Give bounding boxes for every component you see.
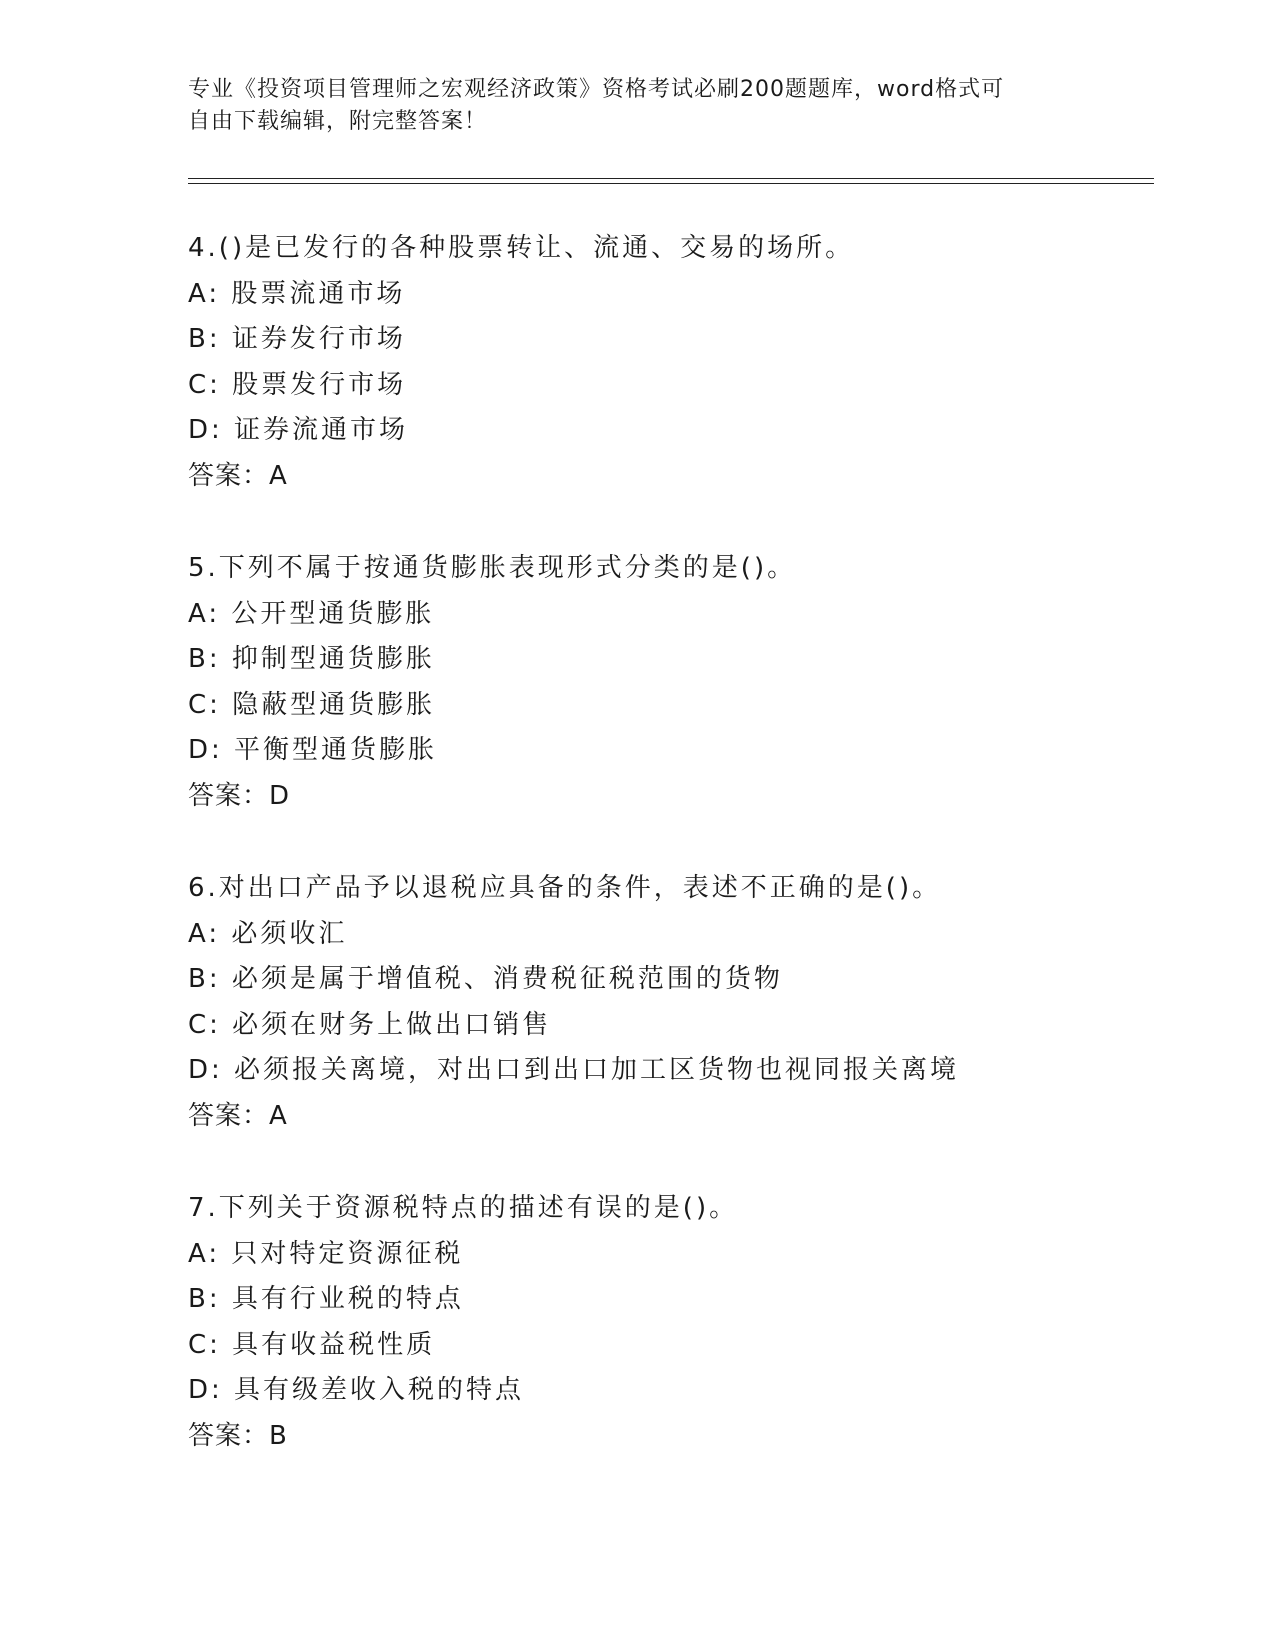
question-5	[188, 546, 1188, 820]
option-b: B: 证券发行市场	[188, 324, 406, 355]
question-stem: 7.下列关于资源税特点的描述有误的是()。	[188, 1193, 739, 1223]
option-c: C: 股票发行市场	[188, 369, 407, 400]
answer-value: B	[269, 1420, 288, 1451]
option-c: C: 必须在财务上做出口销售	[188, 1009, 552, 1040]
question-4	[188, 226, 1188, 500]
question-stem: 6.对出口产品予以退税应具备的条件，表述不正确的是()。	[188, 873, 942, 903]
answer-label: 答案：	[188, 460, 270, 491]
answer-label: 答案：	[188, 1420, 270, 1451]
question-7	[188, 1186, 1188, 1460]
option-b: B: 具有行业税的特点	[188, 1284, 464, 1315]
answer-value: A	[269, 1100, 288, 1131]
option-c: C: 隐蔽型通货膨胀	[188, 689, 436, 720]
option-d: D: 平衡型通货膨胀	[188, 735, 438, 766]
option-d: D: 具有级差收入税的特点	[188, 1375, 525, 1406]
option-a: A: 公开型通货膨胀	[188, 598, 435, 629]
header-divider-bottom	[188, 183, 1154, 184]
option-d: D: 证券流通市场	[188, 415, 409, 446]
answer-value: D	[269, 780, 291, 811]
option-d: D: 必须报关离境，对出口到出口加工区货物也视同报关离境	[188, 1055, 960, 1086]
option-c: C: 具有收益税性质	[188, 1329, 436, 1360]
question-6	[188, 866, 1188, 1140]
answer-line	[188, 1414, 1188, 1460]
question-stem: 5.下列不属于按通货膨胀表现形式分类的是()。	[188, 553, 797, 583]
option-a: A: 只对特定资源征税	[188, 1238, 464, 1269]
header-title-line-2: 自由下载编辑，附完整答案！	[188, 109, 488, 134]
answer-line	[188, 1094, 1188, 1140]
answer-label: 答案：	[188, 780, 270, 811]
answer-value: A	[269, 460, 288, 491]
answer-line	[188, 774, 1188, 820]
answer-label: 答案：	[188, 1100, 270, 1131]
header-title-line-1: 专业《投资项目管理师之宏观经济政策》资格考试必刷200题题库，word格式可	[188, 77, 1005, 102]
question-stem: 4.()是已发行的各种股票转让、流通、交易的场所。	[188, 233, 855, 263]
header-divider-top	[188, 178, 1154, 179]
option-b: B: 抑制型通货膨胀	[188, 644, 435, 675]
option-a: A: 股票流通市场	[188, 278, 406, 309]
answer-line	[188, 454, 1188, 500]
option-b: B: 必须是属于增值税、消费税征税范围的货物	[188, 964, 783, 995]
document-header	[188, 74, 1088, 138]
option-a: A: 必须收汇	[188, 918, 348, 949]
